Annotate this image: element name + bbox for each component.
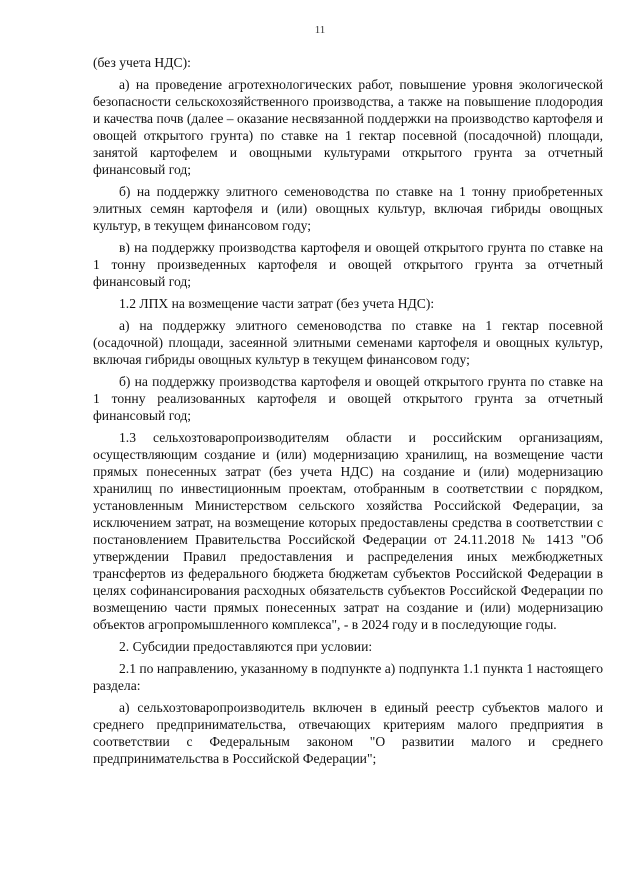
paragraph-1-1-v: в) на поддержку производства картофеля и овощей открытого грунта по ставке на 1 тонну произведенных картофеля и овощей открытого грунта за отчетный финансовый год; [93,240,603,289]
paragraph-1-1-a: а) на проведение агротехнологических работ, повышение уровня экологической безопасности сельскохозяйственного производства, а также на повышение плодородия и качества почв (далее – оказание несвязанной поддержки на производство картофеля и овощей открытого грунта) по ставке на 1 гектар посевной (посадочной) площади, занятой картофелем и овощными культурами открытого грунта за отчетный финансовый год; [93,77,603,177]
paragraph-1-1-b: б) на поддержку элитного семеноводства по ставке на 1 тонну приобретенных элитных семян картофеля и (или) овощных культур, включая гибриды овощных культур, в текущем финансовом году; [93,184,603,233]
page-number: 11 [314,24,326,36]
paragraph-1-2-a: а) на поддержку элитного семеноводства по ставке на 1 гектар посевной (осадочной) площади, засеянной элитными семенами картофеля и овощных культур, включая гибриды овощных культур в текущем финансовом году; [93,318,603,367]
document-body [93,54,603,772]
paragraph-1-2: 1.2 ЛПХ на возмещение части затрат (без учета НДС): [119,296,435,311]
paragraph-2-1: 2.1 по направлению, указанному в подпункте а) подпункта 1.1 пункта 1 настоящего раздела: [93,661,603,693]
paragraph-1-3: 1.3 сельхозтоваропроизводителям области и российским организациям, осуществляющим создание и (или) модернизацию хранилищ, на возмещение части прямых понесенных затрат (без учета НДС) на создание и (или) модернизацию хранилищ по инвестиционным проектам, отобранным в соответствии с порядком, установленным Министерством сельского хозяйства Российской Федерации, за исключением затрат, на возмещение которых предоставлены средства в соответствии с постановлением Правительства Российской Федерации от 24.11.2018 № 1413 "Об утверждении Правил предоставления и распределения иных межбюджетных трансфертов из федерального бюджета бюджетам субъектов Российской Федерации в целях софинансирования расходных обязательств субъектов Российской Федерации по возмещению части прямых понесенных затрат на создание и (или) модернизацию объектов агропромышленного комплекса", - в 2024 году и в последующие годы. [93,430,603,632]
paragraph-intro: (без учета НДС): [93,55,191,70]
paragraph-2: 2. Субсидии предоставляются при условии: [119,639,373,654]
paragraph-1-2-b: б) на поддержку производства картофеля и овощей открытого грунта по ставке на 1 тонну реализованных картофеля и овощей открытого грунта за отчетный финансовый год; [93,374,603,423]
paragraph-2-1-a: а) сельхозтоваропроизводитель включен в единый реестр субъектов малого и среднего предпринимательства, отвечающих критериям малого предприятия в соответствии с Федеральным законом "О развитии малого и среднего предпринимательства в Российской Федерации"; [93,700,603,766]
